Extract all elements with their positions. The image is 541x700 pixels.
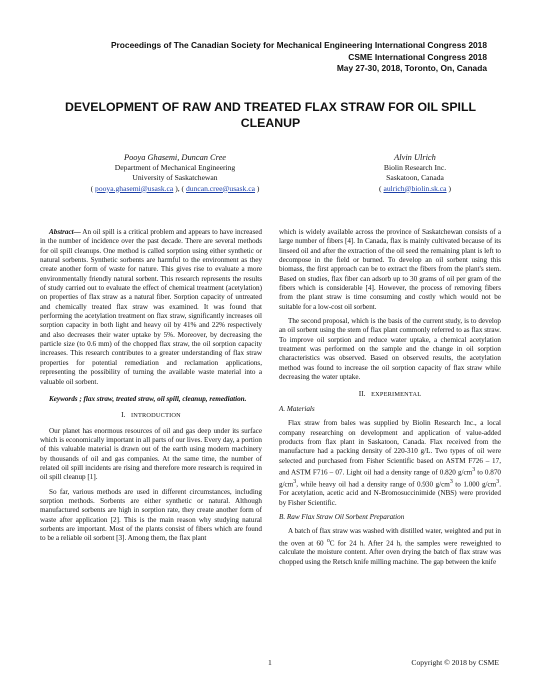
keywords-label: Keywords ; xyxy=(49,394,82,403)
author-emails-left: ( pooya.ghasemi@usask.ca ), ( duncan.cree@usask.ca ) xyxy=(90,183,260,193)
author-block-left xyxy=(40,153,310,194)
conference-header xyxy=(111,40,487,75)
right-column xyxy=(279,228,501,572)
header-congress: CSME International Congress 2018 xyxy=(348,51,487,62)
subsection-materials: A. Materials xyxy=(279,404,315,413)
author-city: Saskatoon, Canada xyxy=(386,173,444,183)
abstract xyxy=(40,228,262,387)
author-email-right: ( aulrich@biolin.sk.ca ) xyxy=(379,183,451,193)
author-dept: Department of Mechanical Engineering xyxy=(114,163,236,173)
email-link-ulrich[interactable]: aulrich@biolin.sk.ca xyxy=(383,183,447,193)
subsection-preparation: B. Raw Flax Straw Oil Sorbent Preparation xyxy=(279,513,405,522)
preparation-paragraph: A batch of flax straw was washed with distilled water, weighted and put in the oven at 60 $^o$C for 24 h. After 24 h, the samples were reweighted to calculate the moisture content. After oven drying the batch of flax straw was chopped using the Retsch knife milling machine. The gap between the knife xyxy=(279,527,501,566)
section-heading-experimental: II. EXPERIMENTAL xyxy=(358,388,422,398)
section-heading-introduction: I. INTRODUCTION xyxy=(121,410,181,420)
copyright-notice: Copyright © 2018 by CSME xyxy=(411,658,499,667)
keywords xyxy=(40,395,262,404)
abstract-text: An oil spill is a critical problem and appears to have increased in the number of incidence over the past decade. There are several methods for oil spill cleanups. One method is called sorption using either synthetic or natural sorbents. Synthetic sorbents are harmful to the environment as they create another form of waste for nature. This gives rise to evaluate a more environmentally friendly natural sorbent. This research represents the results of study carried out to evaluate the effect of chemical treatment (acetylation) on properties of flax straw as a natural fiber. Sorption capacity of untreated and chemically treated flax straw was examined. It was found that performing the acetylation treatment on flax straw, significantly increases oil sorption capacity in both light and heavy oil by 41% and 22% respectively and also decreases their water uptake by 5%. Moreover, by decreasing the particle size (to 0.6 mm) of the chopped flax straw, the oil sorption capacity increases. This research contributes to a greater understanding of flax straw properties for potential remediation and reclamation applications, representing the possibility of turning the available waste material into a valuable oil sorbent. xyxy=(40,228,262,386)
header-dates: May 27-30, 2018, Toronto, On, Canada xyxy=(336,63,487,73)
author-names-left: Pooya Ghasemi, Duncan Cree xyxy=(123,153,227,162)
email-link-ghasemi[interactable]: pooya.ghasemi@usask.ca xyxy=(95,183,174,193)
intro-paragraph-2: So far, various methods are used in different circumstances, including sorption methods. Sorbents are either synthetic or natural. Although manufactured sorbents are high in sorption rate, they create another form of waste after application [2]. This is the main reason why studying natural sorbents are important. Most of the plants consist of fibers which are found to be a reliable oil sorbent [3]. Among them, the flax plant xyxy=(40,487,262,543)
left-column xyxy=(40,228,262,549)
abstract-label: Abstract— xyxy=(49,228,81,236)
materials-paragraph: Flax straw from bales was supplied by Biolin Research Inc., a local company researching on development and application of value-added products from flax plant in Saskatoon, Canada. Flax received from the manufacture had a packing density of 220-310 g/L. Two types of oil were selected and purchased from Fisher Scientific based on ASTM F726 – 17, and ASTM F716 – 07. Light oil had a density range of 0.820 $g/cm^3$ to 0.870 $g/cm^3$, while heavy oil had a density range of 0.930 $g/cm^3$ to 1.000 $g/cm^3$. For acetylation, acetic acid and N-Bromosuccinimide (NBS) were provided by Fisher Scientific. xyxy=(279,419,501,507)
author-org: Biolin Research Inc. xyxy=(383,163,447,173)
intro-paragraph-1: Our planet has enormous resources of oil and gas deep under its surface which is economically important in all parts of our lives. Every day, a portion of this valuable material is drawn out of the earth using modern machinery by thousands of oil and gas companies. At the same time, the number of related oil spill incidents are rising and therefore more research is required in oil spill cleanup [1]. xyxy=(40,426,262,482)
intro-continued-paragraph: which is widely available across the province of Saskatchewan consists of a large number of fibers [4]. In Canada, flax is mainly cultivated because of its linseed oil and after the extraction of the oil seed the remaining plant is left to decompose in the field or burned. To develop an oil sorbent using this biomass, the first approach can be to extract the fibers from the plant's stem. Based on studies, flax fiber can adsorb up to 30 grams of oil per gram of the fibers which is considerable [4]. However, the process of removing fibers from the plant straw is time consuming and costly which would not be suitable for a low-cost oil sorbent. xyxy=(279,228,501,311)
author-univ: University of Saskatchewan xyxy=(132,173,218,183)
header-proceedings: Proceedings of The Canadian Society for Mechanical Engineering International Congress 2018 xyxy=(110,40,487,50)
author-names-right: Alvin Ulrich xyxy=(394,153,436,162)
email-link-cree[interactable]: duncan.cree@usask.ca xyxy=(185,183,255,193)
author-block-right xyxy=(330,153,500,194)
page-number: 1 xyxy=(268,658,272,667)
paper-title: DEVELOPMENT OF RAW AND TREATED FLAX STRAW FOR OIL SPILL CLEANUP xyxy=(64,100,477,130)
keywords-text: flax straw, treated straw, oil spill, cleanup, remediation. xyxy=(81,394,247,403)
intro-paragraph-3: The second proposal, which is the basis of the current study, is to develop an oil sorbent using the stem of flax plant commonly referred to as flax straw. To improve oil sorption and reduce water uptake, a chemical acetylation treatment was performed on the sample and the change in oil sorption characteristics was observed. Based on observed results, the acetylation method was found to increase the oil sorption capacity of flax straw while decreasing the water uptake. xyxy=(279,317,501,382)
